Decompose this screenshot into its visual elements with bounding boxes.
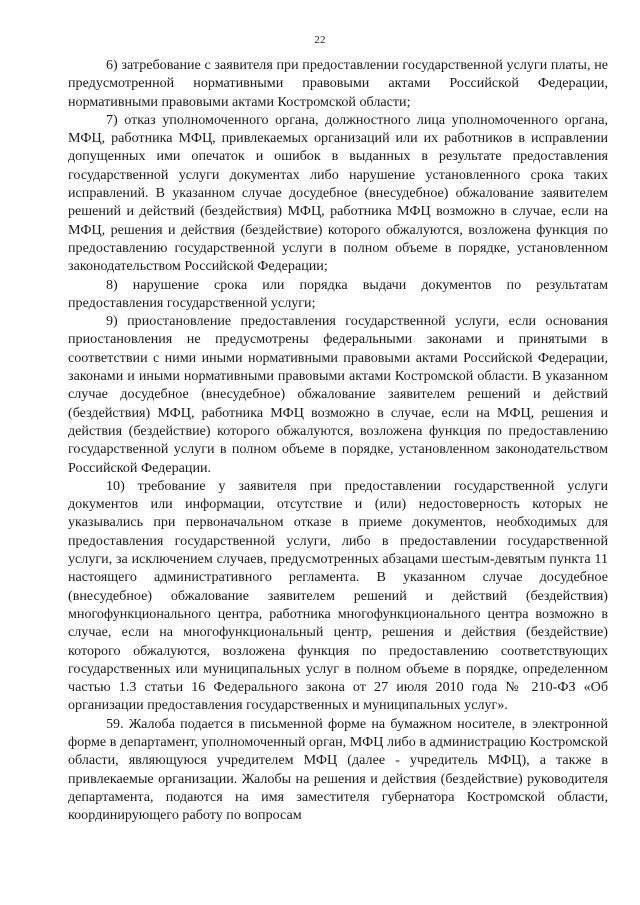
page-number: 22 xyxy=(314,34,326,46)
paragraph-item-8: 8) нарушение срока или порядка выдачи документов по результатам предоставления государственной услуги; xyxy=(68,276,608,311)
paragraph-item-6: 6) затребование с заявителя при предоставлении государственной услуги платы, не предусмотренной нормативными правовыми актами Российской Федерации, нормативными правовыми актами Костромской области; xyxy=(68,57,608,110)
paragraph-item-10: 10) требование у заявителя при предоставлении государственной услуги документов или информации, отсутствие и (или) недостоверность которых не указывались при первоначальном отказе в приеме документов, необходимых для предоставления государственной услуги, либо в предоставлении государственной услуги, за исключением случаев, предусмотренных абзацами шестым-девятым пункта 11 настоящего административного регламента. В указанном случае досудебное (внесудебное) обжалование заявителем решений и действий (бездействия) многофункционального центра, работника многофункционального центра возможно в случае, если на многофункциональный центр, решения и действия (бездействие) которого обжалуются, возложена функция по предоставлению соответствующих государственных или муниципальных услуг в полном объеме в порядке, определенном частью 1.3 статьи 16 Федерального закона от 27 июля 2010 года № 210-ФЗ «Об организации предоставления государственных и муниципальных услуг». xyxy=(68,477,608,714)
paragraph-section-59: 59. Жалоба подается в письменной форме на бумажном носителе, в электронной форме в департамент, уполномоченный орган, МФЦ либо в администрацию Костромской области, являющуюся учредителем МФЦ (далее - учредитель МФЦ), а также в привлекаемые организации. Жалобы на решения и действия (бездействие) руководителя департамента, подаются на имя заместителя губернатора Костромской области, координирующего работу по вопросам xyxy=(68,715,608,824)
document-body xyxy=(68,56,608,824)
paragraph-item-7: 7) отказ уполномоченного органа, должностного лица уполномоченного органа, МФЦ, работника МФЦ, привлекаемых организаций или их работников в исправлении допущенных ими опечаток и ошибок в выданных в результате предоставления государственной услуги документах либо нарушение установленного срока таких исправлений. В указанном случае досудебное (внесудебное) обжалование заявителем решений и действий (бездействия) МФЦ, работника МФЦ возможно в случае, если на МФЦ, решения и действия (бездействие) которого обжалуются, возложена функция по предоставлению государственной услуги в полном объеме в порядке, установленном законодательством Российской Федерации; xyxy=(68,111,608,275)
paragraph-item-9: 9) приостановление предоставления государственной услуги, если основания приостановления не предусмотрены федеральными законами и принятыми в соответствии с ними иными нормативными правовыми актами Российской Федерации, законами и иными нормативными правовыми актами Костромской области. В указанном случае досудебное (внесудебное) обжалование заявителем решений и действий (бездействия) МФЦ, работника МФЦ возможно в случае, если на МФЦ, решения и действия (бездействие) которого обжалуются, возложена функция по предоставлению государственной услуги в полном объеме в порядке, установленном законодательством Российской Федерации. xyxy=(68,313,608,476)
